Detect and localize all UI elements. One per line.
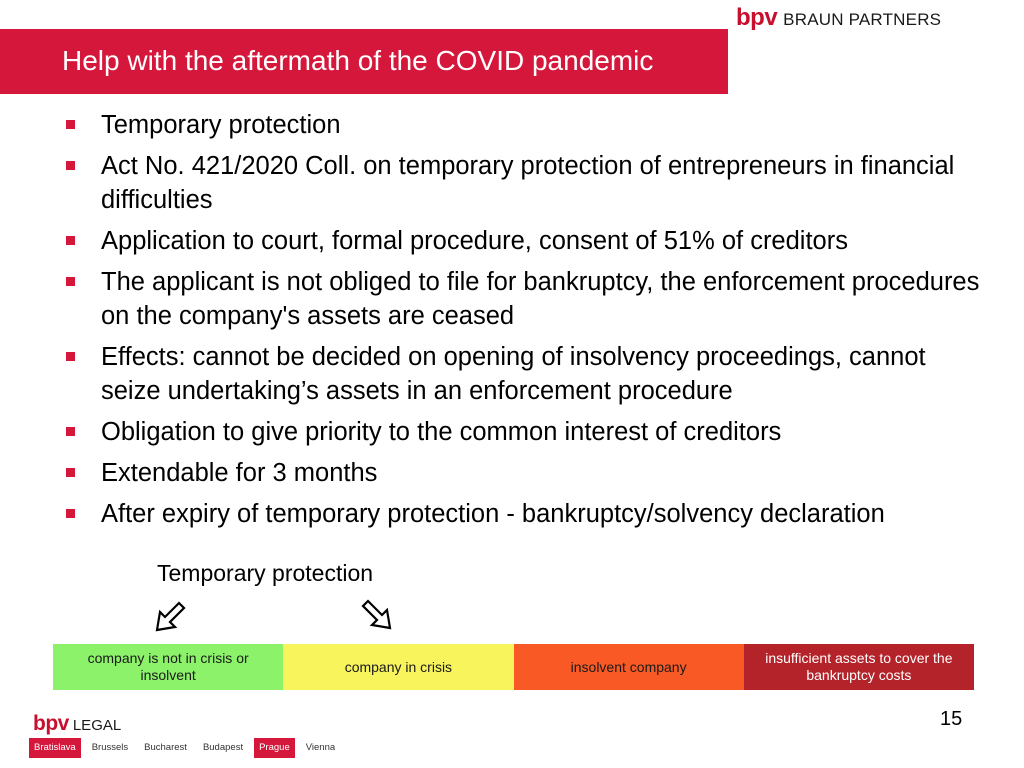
bpv-legal-logo <box>33 712 121 736</box>
square-bullet-icon <box>66 427 75 436</box>
bullet-list <box>60 108 980 538</box>
city-brussels: Brussels <box>91 742 129 753</box>
city-vienna: Vienna <box>305 742 336 753</box>
square-bullet-icon <box>66 161 75 170</box>
slide-title: Help with the aftermath of the COVID pandemic <box>62 45 654 76</box>
bullet-item: Act No. 421/2020 Coll. on temporary protection of entrepreneurs in financial difficulties <box>60 149 980 217</box>
office-cities <box>29 738 346 758</box>
square-bullet-icon <box>66 120 75 129</box>
bullet-item: Extendable for 3 months <box>60 456 980 490</box>
stage-in-crisis: company in crisis <box>283 644 513 690</box>
bullet-item: The applicant is not obliged to file for bankruptcy, the enforcement procedures on the company's assets are ceased <box>60 265 980 333</box>
bullet-item: After expiry of temporary protection - bankruptcy/solvency declaration <box>60 497 980 531</box>
square-bullet-icon <box>66 277 75 286</box>
bullet-item: Effects: cannot be decided on opening of insolvency proceedings, cannot seize undertaking’s assets in an enforcement procedure <box>60 340 980 408</box>
city-budapest: Budapest <box>202 742 244 753</box>
stage-not-in-crisis: company is not in crisis or insolvent <box>53 644 283 690</box>
stage-insufficient-assets: insufficient assets to cover the bankruptcy costs <box>744 644 974 690</box>
bullet-item: Application to court, formal procedure, consent of 51% of creditors <box>60 224 980 258</box>
bpv-logo-mark-bottom: bpv <box>33 712 69 735</box>
bullet-item: Obligation to give priority to the common interest of creditors <box>60 415 980 449</box>
city-bratislava: Bratislava <box>29 738 81 758</box>
bpv-logo-mark: bpv <box>736 4 778 31</box>
page-number: 15 <box>940 708 963 730</box>
square-bullet-icon <box>66 509 75 518</box>
city-prague: Prague <box>254 738 295 758</box>
arrow-down-right-icon <box>356 594 396 634</box>
company-state-scale <box>53 644 974 690</box>
arrow-down-left-icon <box>151 596 191 636</box>
title-bar <box>0 29 728 94</box>
braun-partners-text: BRAUN PARTNERS <box>783 10 942 29</box>
bullet-item: Temporary protection <box>60 108 980 142</box>
stage-insolvent: insolvent company <box>514 644 744 690</box>
city-bucharest: Bucharest <box>144 742 187 753</box>
braun-partners-logo <box>736 4 942 31</box>
square-bullet-icon <box>66 236 75 245</box>
temporary-protection-label: Temporary protection <box>157 560 374 586</box>
square-bullet-icon <box>66 468 75 477</box>
legal-text: LEGAL <box>72 717 122 734</box>
square-bullet-icon <box>66 352 75 361</box>
